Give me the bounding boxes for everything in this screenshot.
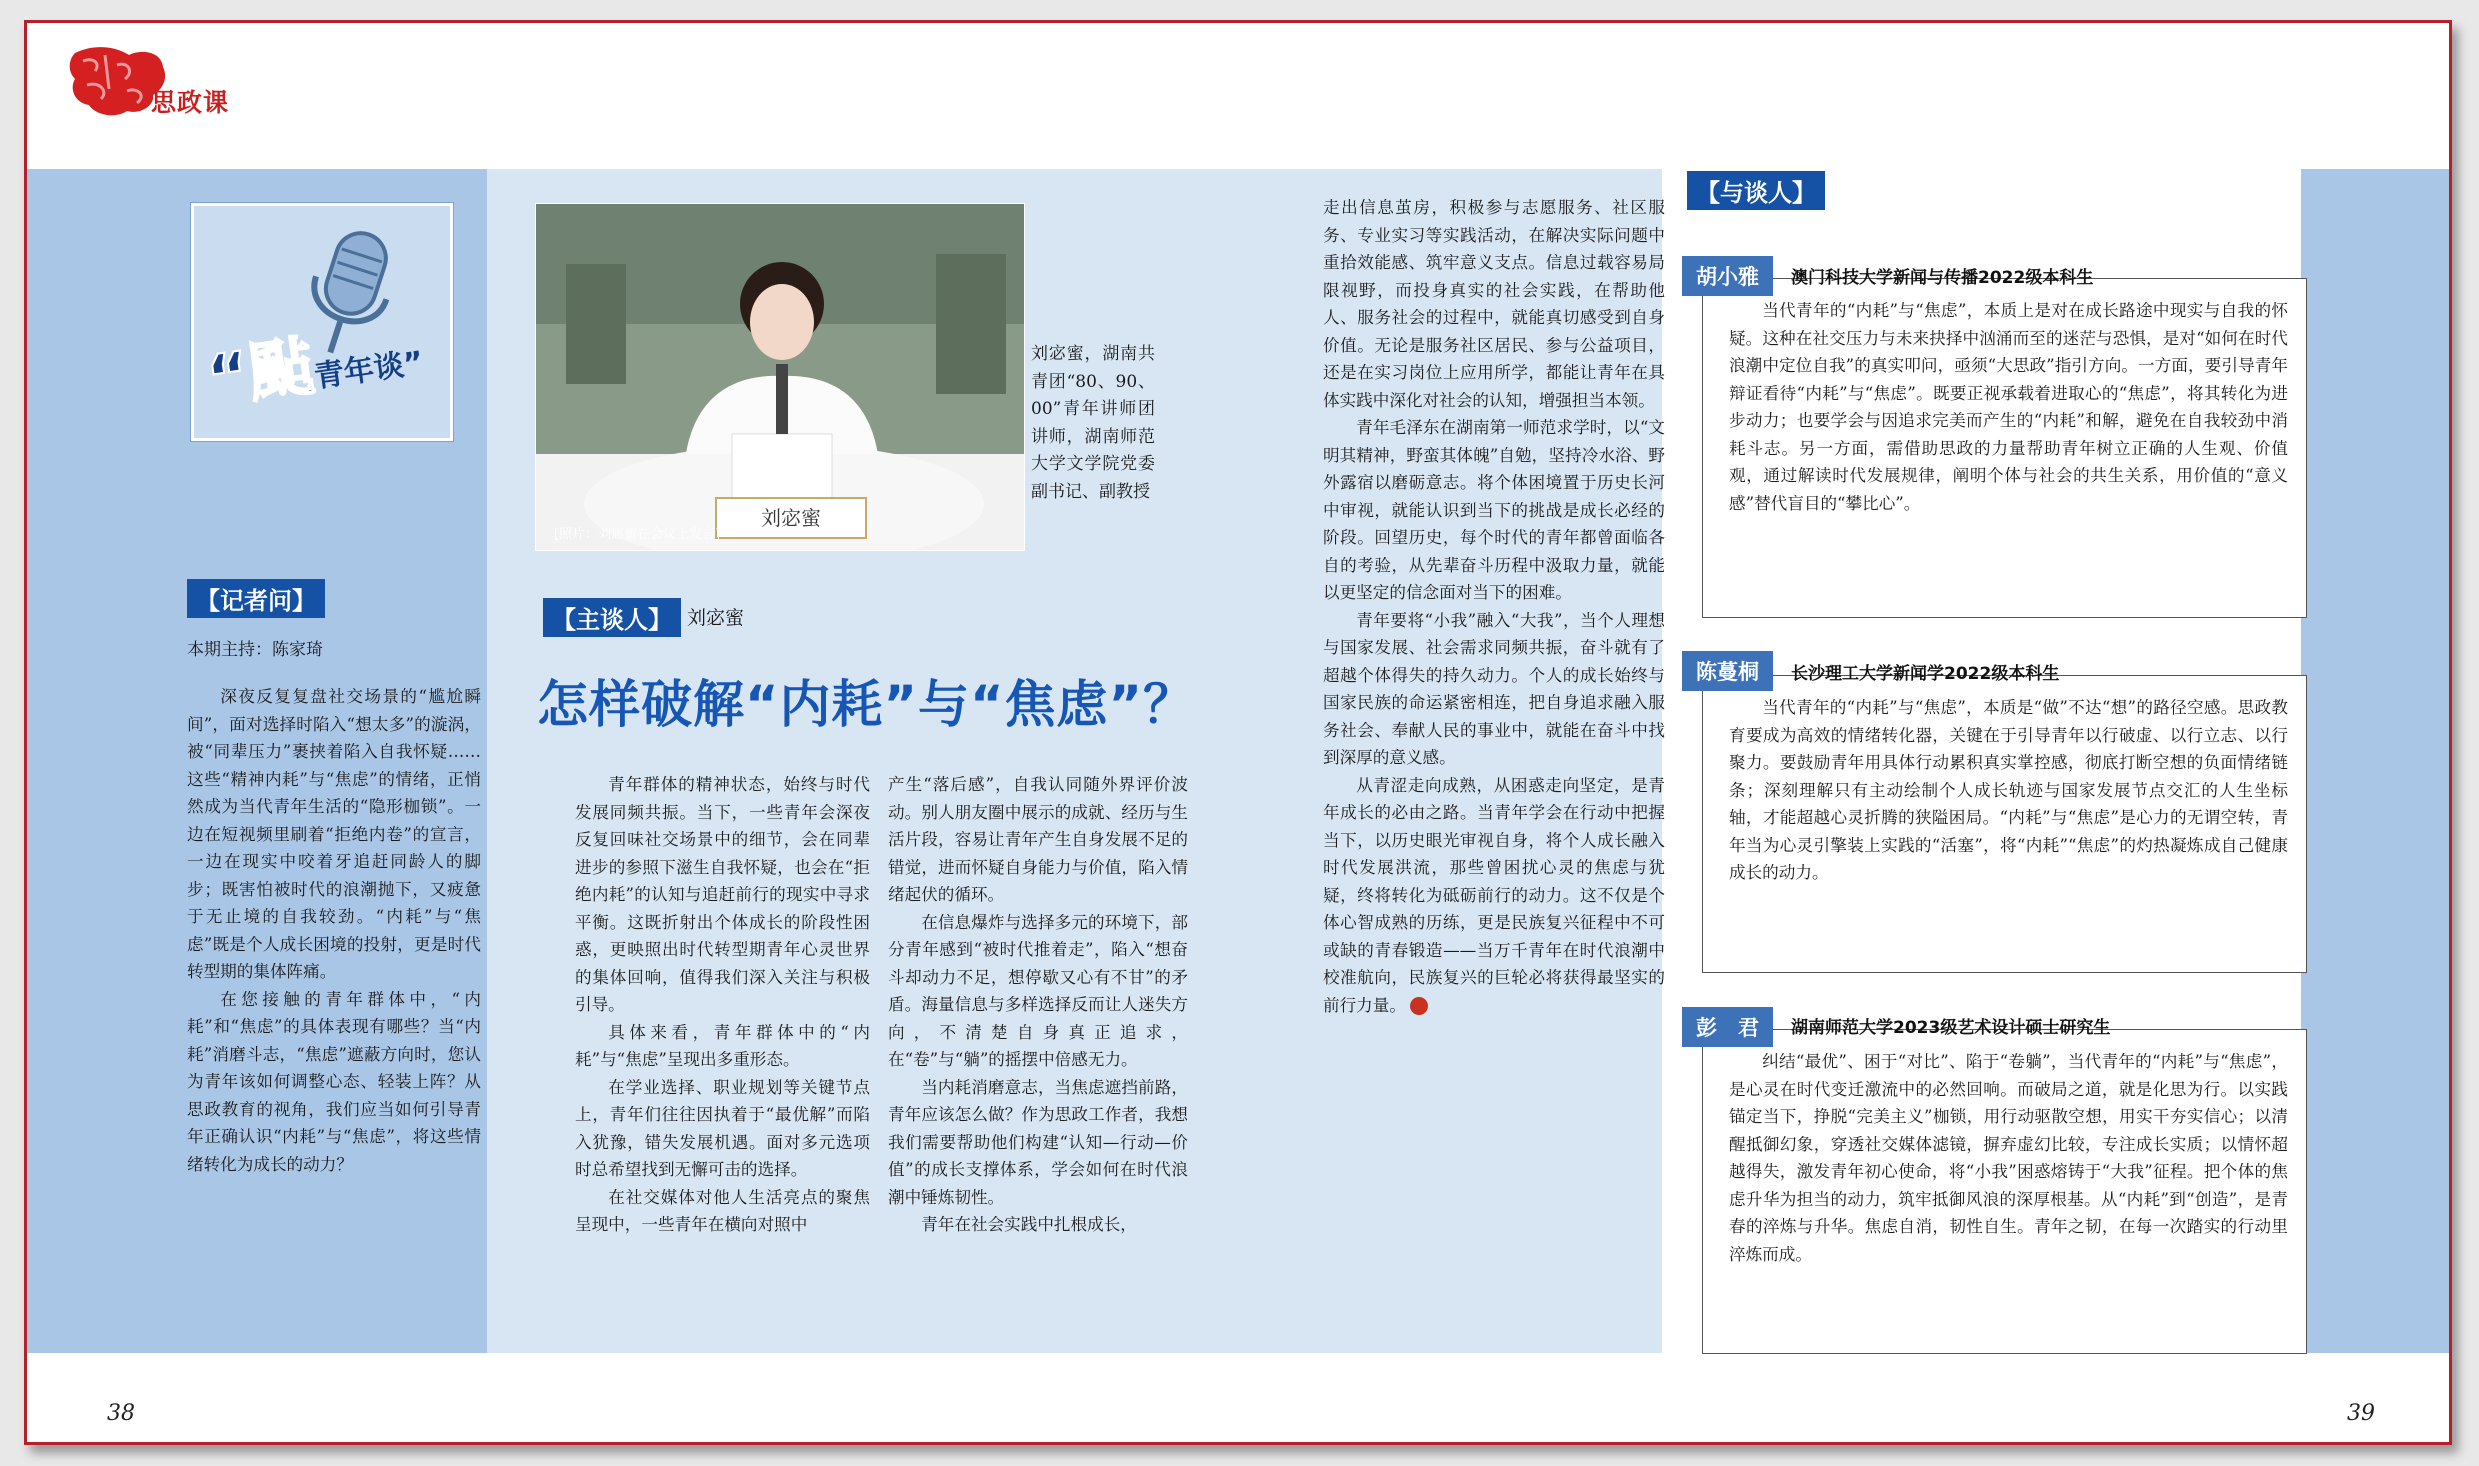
speaker-tab-2: 陈蔓桐	[1682, 651, 1773, 691]
quote-box-1	[1702, 278, 2307, 618]
name-card-text: 刘宓蜜	[761, 506, 821, 530]
quote-box-3	[1702, 1029, 2307, 1354]
article-paragraph: 青年在社会实践中扎根成长，	[921, 1215, 1137, 1234]
article-paragraph: 当内耗消磨意志，当焦虑遮挡前路，青年应该怎么做？作为思政工作者，我想我们需要帮助他们构建“认知—行动—价值”的成长支撑体系，学会如何在时代浪潮中锤炼韧性。	[888, 1077, 1188, 1207]
sidebar-paragraph: 在您接触的青年群体中，“内耗”和“焦虑”的具体表现有哪些？当“内耗”消磨斗志，“焦虑”遮蔽方向时，您认为青年该如何调整心态、轻装上阵？从思政教育的视角，我们应当如何引导青年正确认识“内耗”与“焦虑”，将这些情绪转化为成长的动力？	[187, 989, 481, 1174]
article-column-2	[888, 771, 1188, 1239]
column-title: 思政课	[151, 88, 230, 117]
host-line: 本期主持：陈家琦	[187, 640, 323, 660]
sidebar-paragraph: 深夜反复复盘社交场景的“尴尬瞬间”，面对选择时陷入“想太多”的漩涡，被“同辈压力”裹挟着陷入自我怀疑……这些“精神内耗”与“焦虑”的情绪，正悄然成为当代青年生活的“隐形枷锁”。一边在短视频里刷着“拒绝内卷”的宣言，一边在现实中咬着牙追赶同龄人的脚步；既害怕被时代的浪潮抛下，又疲惫于无止境的自我较劲。“内耗”与“焦虑”既是个人成长困境的投射，更是时代转型期的集体阵痛。	[187, 687, 481, 981]
participants-label: 【与谈人】	[1687, 171, 1825, 210]
article-paragraph: 在信息爆炸与选择多元的环境下，部分青年感到“被时代推着走”，陷入“想奋斗却动力不足，想停歇又心有不甘”的矛盾。海量信息与多样选择反而让人迷失方向，不清楚自身真正追求，在“卷”与“躺”的摇摆中倍感无力。	[888, 912, 1188, 1069]
speaker-photo	[535, 203, 1025, 551]
photo-overlay-label: [照片：刘宓蜜在会议上发言]	[554, 527, 721, 542]
sidebar-text	[187, 683, 481, 1178]
speaker-affiliation-3: 湖南师范大学2023级艺术设计硕士研究生	[1791, 1018, 2111, 1038]
quote-text: 当代青年的“内耗”与“焦虑”，本质是“做”不达“想”的路径空感。思政教育要成为高效的情绪转化器，关键在于引导青年以行破虚、以行立志、以行聚力。要鼓励青年用具体行动累积真实掌控感，彻底打断空想的负面情绪链条；深刻理解只有主动绘制个人成长轨迹与国家发展节点交汇的人生坐标轴，才能超越心灵折腾的狭隘困局。“内耗”与“焦虑”是心力的无谓空转，青年当为心灵引擎装上实践的“活塞”，将“内耗”“焦虑”的灼热凝炼成自己健康成长的动力。	[1729, 698, 2288, 882]
magazine-spread	[24, 20, 2452, 1445]
article-paragraph: 产生“落后感”，自我认同随外界评价波动。别人朋友圈中展示的成就、经历与生活片段，容易让青年产生自身发展不足的错觉，进而怀疑自身能力与价值，陷入情绪起伏的循环。	[888, 775, 1188, 904]
article-paragraph	[1323, 772, 1665, 1020]
article-headline: 怎样破解“内耗”与“焦虑”？	[537, 676, 1196, 735]
article-column-1	[575, 771, 870, 1239]
main-speaker-name: 刘宓蜜	[687, 607, 745, 629]
page-number-right: 39	[2347, 1401, 2375, 1426]
photo-caption: 刘宓蜜，湖南共青团“80、90、00”青年讲师团讲师，湖南师范大学文学院党委副书记、副教授	[1031, 344, 1155, 502]
article-paragraph: 在学业选择、职业规划等关键节点上，青年们往往因执着于“最优解”而陷入犹豫，错失发展机遇。面对多元选项时总希望找到无懈可击的选择。	[575, 1077, 870, 1179]
article-final-text: 从青涩走向成熟，从困惑走向坚定，是青年成长的必由之路。当青年学会在行动中把握当下，以历史眼光审视自身，将个人成长融入时代发展洪流，那些曾困扰心灵的焦虑与犹疑，终将转化为砥砺前行的动力。这不仅是个体心智成熟的历练，更是民族复兴征程中不可或缺的青春锻造——当万千青年在时代浪潮中校准航向，民族复兴的巨轮必将获得最坚实的前行力量。	[1323, 775, 1665, 1015]
sidebar-logo-main-char: “颭	[202, 329, 319, 418]
speaker-tab-1: 胡小雅	[1682, 256, 1773, 296]
speaker-affiliation-2: 长沙理工大学新闻学2022级本科生	[1791, 664, 2060, 684]
article-paragraph: 走出信息茧房，积极参与志愿服务、社区服务、专业实习等实践活动，在解决实际问题中重拾效能感、筑牢意义支点。信息过载容易局限视野，而投身真实的社会实践，在帮助他人、服务社会的过程中，就能真切感受到自身价值。无论是服务社区居民、参与公益项目，还是在实习岗位上应用所学，都能让青年在具体实践中深化对社会的认知，增强担当本领。	[1323, 198, 1665, 410]
quote-box-2	[1702, 675, 2307, 973]
sidebar-logo	[191, 203, 453, 441]
article-paragraph: 青年要将“小我”融入“大我”，当个人理想与国家发展、社会需求同频共振，奋斗就有了超越个体得失的持久动力。个人的成长始终与国家民族的命运紧密相连，把自身追求融入服务社会、奉献人民的事业中，就能在奋斗中找到深厚的意义感。	[1323, 610, 1665, 767]
quote-text: 当代青年的“内耗”与“焦虑”，本质上是对在成长路途中现实与自我的怀疑。这种在社交压力与未来抉择中汹涌而至的迷茫与恐惧，是对“如何在时代浪潮中定位自我”的真实叩问，亟须“大思政”指引方向。一方面，要引导青年辩证看待“内耗”与“焦虑”。既要正视承载着进取心的“焦虑”，将其转化为进步动力；也要学会与因追求完美而产生的“内耗”和解，避免在自我较劲中消耗斗志。另一方面，需借助思政的力量帮助青年树立正确的人生观、价值观，通过解读时代发展规律，阐明个体与社会的共生关系，用价值的“意义感”替代盲目的“攀比心”。	[1729, 301, 2288, 513]
page-number-left: 38	[107, 1401, 135, 1426]
article-paragraph: 具体来看，青年群体中的“内耗”与“焦虑”呈现出多重形态。	[575, 1022, 870, 1069]
article-column-3	[1323, 194, 1665, 1019]
article-paragraph: 青年毛泽东在湖南第一师范求学时，以“文明其精神，野蛮其体魄”自勉，坚持冷水浴、野外露宿以磨砺意志。将个体困境置于历史长河中审视，就能认识到当下的挑战是成长必经的阶段。回望历史，每个时代的青年都曾面临各自的考验，从先辈奋斗历程中汲取力量，就能以更坚定的信念面对当下的困难。	[1323, 418, 1665, 602]
reporter-asks-label: 【记者问】	[187, 579, 325, 618]
speaker-affiliation-1: 澳门科技大学新闻与传播2022级本科生	[1791, 268, 2094, 288]
article-paragraph: 青年群体的精神状态，始终与时代发展同频共振。当下，一些青年会深夜反复回味社交场景中的细节，会在同辈进步的参照下滋生自我怀疑，也会在“拒绝内耗”的认知与追赶前行的现实中寻求平衡。这既折射出个体成长的阶段性困惑，更映照出时代转型期青年心灵世界的集体回响，值得我们深入关注与积极引导。	[575, 775, 870, 1014]
end-mark-icon	[1410, 997, 1428, 1015]
article-paragraph: 在社交媒体对他人生活亮点的聚焦呈现中，一些青年在横向对照中	[575, 1187, 870, 1234]
right-band	[2301, 169, 2452, 1353]
photo-illustration	[536, 204, 1025, 551]
main-speaker-label: 【主谈人】	[543, 598, 681, 637]
quote-text: 纠结“最优”、困于“对比”、陷于“卷躺”，当代青年的“内耗”与“焦虑”，是心灵在时代变迁激流中的必然回响。而破局之道，就是化思为行。以实践锚定当下，挣脱“完美主义”枷锁，用行动驱散空想，用实干夯实信心；以清醒抵御幻象，穿透社交媒体滤镜，摒弃虚幻比较，专注成长实质；以情怀超越得失，激发青年初心使命，将“小我”困惑熔铸于“大我”征程。把个体的焦虑升华为担当的动力，筑牢抵御风浪的深厚根基。从“内耗”到“创造”，是青春的淬炼与升华。焦虑自消，韧性自生。青年之韧，在每一次踏实的行动里淬炼而成。	[1729, 1052, 2288, 1264]
speaker-tab-3: 彭 君	[1682, 1007, 1773, 1047]
column-logo	[65, 41, 265, 121]
sidebar-logo-sub-text: 青年谈”	[312, 344, 426, 395]
